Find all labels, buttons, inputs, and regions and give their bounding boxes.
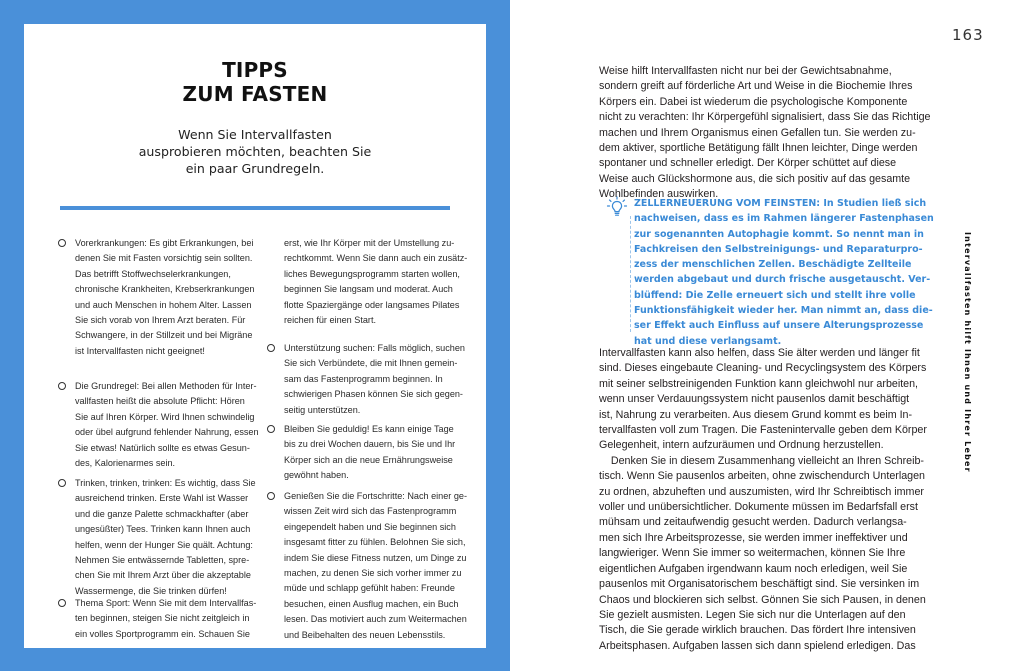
tip-line: insgesamt fitter zu fühlen. Belohnen Sie sich, [284,537,466,548]
tip-item [75,236,285,359]
tip-line: ZELLERNEUERUNG VOM FEINSTEN: In Studien ließ sich [634,198,927,209]
body-line: men sich Ihre Arbeitsprozesse, sie werden immer ineffektiver und [599,531,908,544]
tip-line: Funktionsfähigkeit wieder her. Man nimmt an, dass die- [634,305,933,317]
tip-item [75,596,285,642]
tip-line: Sie auf Ihren Körper. Wird Ihnen schwindelig [75,411,255,422]
page-number: 163 [952,26,984,44]
body-line: nicht zu verachten: Ihr Körpergefühl signalisiert, dass Sie das Richtige [599,111,931,124]
tip-line: Sie sich Verbündete, die mit Ihnen gemein- [284,358,458,369]
tip-item [75,379,285,471]
body-line: voller und unübersichtlicher. Dokumente müssen im Bedarfsfall erst [599,501,918,514]
tip-line: Sie sich vorab von Ihrem Arzt beraten. Für [75,315,246,326]
tip-line: Genießen Sie die Fortschritte: Nach einer ge- [284,491,467,501]
intro-line: ein paar Grundregeln. [185,161,325,176]
body-line: Denken Sie in diesem Zusammenhang vielleicht an Ihren Schreib- [599,454,924,467]
tip-text [634,196,934,349]
tip-line: sam das Fastenprogramm beginnen. In [284,373,443,384]
tip-line: chen Sie mit Ihrem Arzt über die akzeptable [75,570,251,581]
tip-line: lesen. Das motiviert auch zum Weitermachen [284,614,467,625]
body-line: Tisch, die Sie gerade wirklich brauchen. Das fördert Ihre intensiven [599,624,916,637]
body-line: Sie gezielt ausmisten. Legen Sie sich nur die Unterlagen auf den [599,608,906,621]
tip-item [284,341,494,418]
tip-line: Sie etwas! Natürlich sollte es etwas Gesun- [75,442,250,453]
tip-line: zess der menschlichen Zellen. Beschädigte Zellteile [634,259,912,271]
body-line: Intervallfasten kann also helfen, dass Sie älter werden und länger fit [599,347,920,359]
tip-line: liches Bewegungsprogramm starten wollen, [284,268,460,279]
tip-item [284,489,494,643]
box-title-line-2: ZUM FASTEN [182,82,328,106]
body-paragraph [599,64,931,203]
tip-line: Nehmen Sie entwässernde Tabletten, spre- [75,555,250,566]
body-paragraph [599,346,927,654]
tip-line: beginnen Sie langsam und moderat. Auch [284,284,453,295]
tip-line: Vorerkrankungen: Es gibt Erkrankungen, bei [75,238,254,248]
body-line: Körpers ein. Dabei ist wiederum die psychologische Komponente [599,95,908,108]
bullet-circle-icon [267,425,275,433]
bullet-circle-icon [58,382,66,390]
tip-line: zur sogenannten Autophagie kommt. So nennt man in [634,228,924,240]
lightbulb-icon [606,196,628,218]
tip-line: Die Grundregel: Bei allen Methoden für Inter- [75,381,257,391]
body-line: Chaos und blockieren sich selbst. Gönnen Sie sich Pausen, in denen [599,593,926,606]
body-line: spontaner und schneller erledigt. Der Körper schüttet auf diese [599,157,897,170]
tip-line: und Beibehalten des neuen Lebensstils. [284,629,446,640]
body-line: wenn unser Verdauungssystem nicht pausenlos damit beschäftigt [599,393,910,406]
bullet-circle-icon [267,492,275,500]
body-line: sind. Dieses eingebaute Cleaning- und Recyclingsystem des Körpers [599,362,927,375]
tip-line: Das betrifft Stoffwechselerkrankungen, [75,268,231,279]
tip-line: blüffend: Die Zelle erneuert sich und stellt ihre volle [634,289,916,301]
tip-line: Fachkreisen den Selbstreinigungs- und Reparaturpro- [634,243,923,255]
tip-divider [630,216,631,332]
tip-line: und auch Menschen in hohem Alter. Lassen [75,299,252,310]
tip-line: schwierigen Phasen können Sie sich gegen- [284,389,463,400]
tip-item [75,476,285,599]
bullet-circle-icon [58,479,66,487]
body-line: pausenlos mit Organisatorischem beschäftigt sind. Sie versinken im [599,578,920,591]
body-line: langwieriger. Wenn Sie immer so weitermachen, können Sie Ihre [599,547,906,560]
body-line: zu ordnen, abzuheften und auszumisten, wird Ihr Schreibtisch immer [599,485,924,498]
tip-line: Unterstützung suchen: Falls möglich, suchen [284,343,465,353]
tip-line: wissen Zeit wird sich das Fastenprogramm [284,506,457,517]
body-line: Wohlbefinden auswirken. [599,188,719,201]
divider-rule [60,206,450,210]
tip-line: und die ganze Palette schmackhafter (aber [75,508,249,519]
body-line: ist, Nahrung zu verarbeiten. Aus diesem Grund kommt es beim In- [599,408,913,421]
tip-line: reichen für einen Start. [284,315,376,326]
tip-line: gewöhnt haben. [284,470,349,481]
body-line: Weise auch Glückshormone aus, die sich positiv auf das gesamte [599,172,911,185]
tip-line: ausreichend trinken. Erste Wahl ist Wasser [75,493,249,504]
body-line: mit seiner selbstreinigenden Funktion kann gleichwohl nur arbeiten, [599,377,919,390]
intro-line: Wenn Sie Intervallfasten [178,127,332,142]
tips-box [24,24,486,648]
tip-line: Wassermenge, die Sie trinken dürfen! [75,585,227,596]
tip-line: oder übel aufgrund fehlender Nahrung, essen [75,427,259,438]
tip-line: vallfasten heißt die absolute Pflicht: Hören [75,396,245,407]
body-line: machen und Ihrem Organismus einen Gefallen tun. Sie werden zu- [599,126,916,139]
box-title-line-1: TIPPS [222,58,288,82]
tip-line: indem Sie diese Fitness nutzen, um Dinge zu [284,552,467,563]
tip-item [284,422,494,484]
tip-line: ist Intervallfasten nicht geeignet! [75,345,205,356]
tip-line: machen, zu denen Sie sich vorher immer zu [284,568,462,579]
tip-line: flotte Spaziergänge oder langsames Pilates [284,299,460,310]
tip-continuation [284,236,494,328]
tip-line: bis zu drei Wochen dauern, bis Sie und Ihr [284,439,456,450]
running-chapter-title: Intervallfasten hilft Ihnen und Ihrer Leber [963,232,972,473]
tip-line: chronische Krankheiten, Krebserkrankungen [75,284,255,295]
tip-line: denen Sie mit Fasten vorsichtig sein sollten. [75,253,253,264]
body-line: Gelegenheit, intern aufzuräumen und Ordnung herzustellen. [599,439,884,452]
bullet-circle-icon [58,599,66,607]
body-line: eigentlichen Aufgaben irgendwann kaum noch erledigen, weil Sie [599,562,908,575]
tip-line: ser Effekt auch Einfluss auf unsere Alterungsprozesse [634,320,924,332]
tip-line: helfen, wenn der Hunger Sie quält. Achtung: [75,539,253,550]
body-line: Weise hilft Intervallfasten nicht nur bei der Gewichtsabnahme, [599,65,892,77]
tip-line: ein volles Sportprogramm ein. Schauen Sie [75,628,250,639]
tip-line: nachweisen, dass es im Rahmen längerer Fastenphasen [634,213,934,225]
body-line: tisch. Wenn Sie pausenlos arbeiten, ohne zwischendurch Unterlagen [599,470,925,483]
tip-line: Schwangere, in der Stillzeit und bei Migräne [75,330,253,341]
tip-line: werden abgebaut und durch frische ausgetauscht. Ver- [634,274,931,286]
tip-line: ten beginnen, steigen Sie nicht zeitgleich in [75,613,250,624]
tip-line: besuchen, einen Ausflug machen, ein Buch [284,598,459,609]
body-line: sondern greift auf förderliche Art und Weise in die Biochemie Ihres [599,80,913,93]
body-line: mühsam und zeitaufwendig gesucht werden. Dadurch verlangsa- [599,516,907,529]
tip-line: rechtkommt. Wenn Sie dann auch ein zusätz- [284,253,468,264]
tip-line: ungesüßter) Tees. Trinken kann Ihnen auch [75,524,251,535]
tip-line: müde und schlapp gefühlt haben: Freunde [284,583,455,594]
tip-line: eingependelt haben und Sie beginnen sich [284,521,456,532]
tip-line: Körper sich an die neue Ernährungsweise [284,454,453,465]
tip-line: seitig unterstützen. [284,404,361,415]
tip-line: erst, wie Ihr Körper mit der Umstellung zu- [284,238,455,248]
tip-line: hat und diese verlangsamt. [634,335,782,347]
tip-line: Thema Sport: Wenn Sie mit dem Intervallfas- [75,598,257,608]
tip-line: des, Kalorienarmes sein. [75,458,176,469]
tip-line: Trinken, trinken, trinken: Es wichtig, dass Sie [75,478,256,488]
body-line: dem aktiver, sportliche Betätigung fällt Ihnen leichter, Dinge werden [599,142,918,155]
bullet-circle-icon [58,239,66,247]
intro-line: ausprobieren möchten, beachten Sie [138,144,372,159]
bullet-circle-icon [267,344,275,352]
tip-line: Bleiben Sie geduldig! Es kann einige Tage [284,424,454,434]
body-line: tervallfasten voll zum Tragen. Die Fastenintervalle geben dem Körper [599,424,927,437]
body-line: Arbeitsphasen. Aufgaben lassen sich dann spielend erledigen. Das [599,639,916,652]
